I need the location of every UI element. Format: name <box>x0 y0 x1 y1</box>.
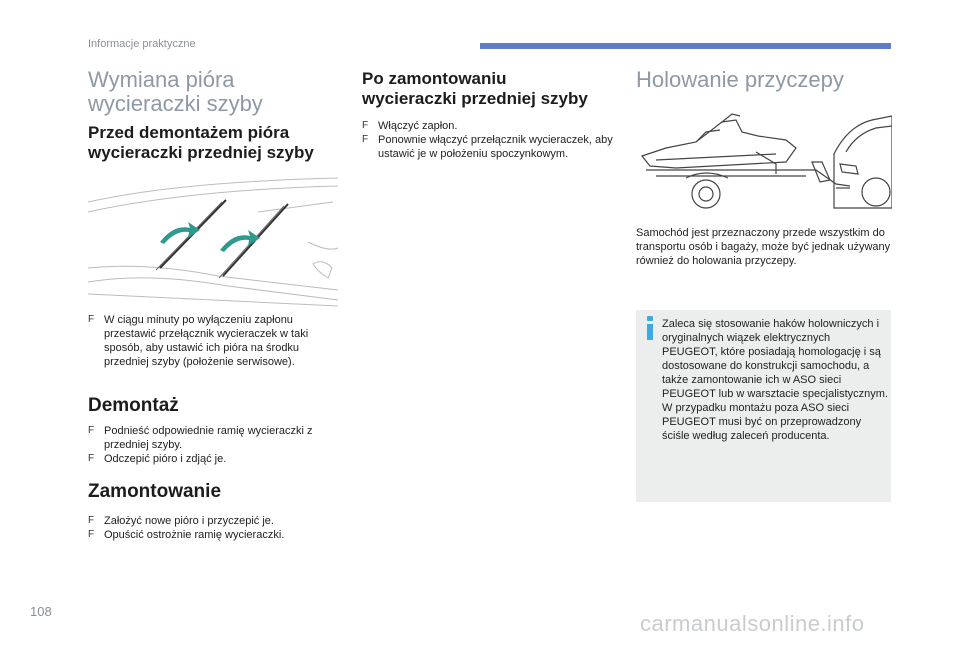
title-line-1: Wymiana pióra <box>88 67 235 92</box>
info-icon <box>646 316 654 340</box>
col2-title-line-2: wycieraczki przedniej szyby <box>362 89 588 108</box>
list-item: F Odczepić pióro i zdjąć je. <box>88 453 227 465</box>
watermark: carmanualsonline.info <box>640 611 865 636</box>
col2-title-line-1: Po zamontowaniu <box>362 69 507 88</box>
list-item: F Podnieść odpowiednie ramię wycieraczki z przedniej szyby. <box>88 425 313 451</box>
zamontowanie-heading: Zamontowanie <box>88 481 222 502</box>
windshield-wiper-illustration <box>88 172 340 308</box>
towing-paragraph: Samochód jest przeznaczony przede wszystkim do transportu osób i bagaży, może być jednak używany również do holowania przyczepy. <box>636 227 891 267</box>
col1-bullets-service <box>88 313 338 369</box>
subtitle-line-1: Przed demontażem pióra <box>88 123 290 142</box>
header-accent-bar <box>480 43 891 49</box>
demontaz-bullets <box>88 424 338 466</box>
col1-subtitle <box>88 123 348 163</box>
col2-title <box>362 69 627 109</box>
page-number: 108 <box>30 604 52 619</box>
trailer-towing-illustration <box>636 108 892 212</box>
list-item: F Włączyć zapłon. <box>362 120 458 132</box>
rotate-arrow-icon <box>160 222 200 244</box>
towing-title: Holowanie przyczepy <box>636 67 844 92</box>
title-line-2: wycieraczki szyby <box>88 91 263 116</box>
subtitle-line-2: wycieraczki przedniej szyby <box>88 143 314 162</box>
list-item: F Założyć nowe pióro i przyczepić je. <box>88 515 274 527</box>
info-text: Zaleca się stosowanie haków holowniczych i oryginalnych wiązek elektrycznych PEUGEOT, które posiadają homologację i są dostosowane do konstrukcji samochodu, a także zamontowanie ich w ASO sieci PEUGEOT lub w warsztacie specjalistycznym. W przypadku montażu poza ASO sieci PEUGEOT musi być on przeprowadzony ściśle według zaleceń producenta. <box>662 318 888 442</box>
rotate-arrow-icon <box>220 230 260 252</box>
list-item: F W ciągu minuty po wyłączeniu zapłonu przestawić przełącznik wycieraczek w taki sposób, aby ustawić ich pióra na środku przedniej szyby (położenie serwisowe). <box>88 314 309 368</box>
section-label: Informacje praktyczne <box>88 38 196 50</box>
list-item: F Ponownie włączyć przełącznik wycieraczek, aby ustawić je w położeniu spoczynkowym. <box>362 134 613 160</box>
col1-title <box>88 68 338 116</box>
demontaz-heading: Demontaż <box>88 395 179 416</box>
zamontowanie-bullets <box>88 514 338 542</box>
list-item: F Opuścić ostrożnie ramię wycieraczki. <box>88 529 285 541</box>
col2-bullets <box>362 119 624 161</box>
